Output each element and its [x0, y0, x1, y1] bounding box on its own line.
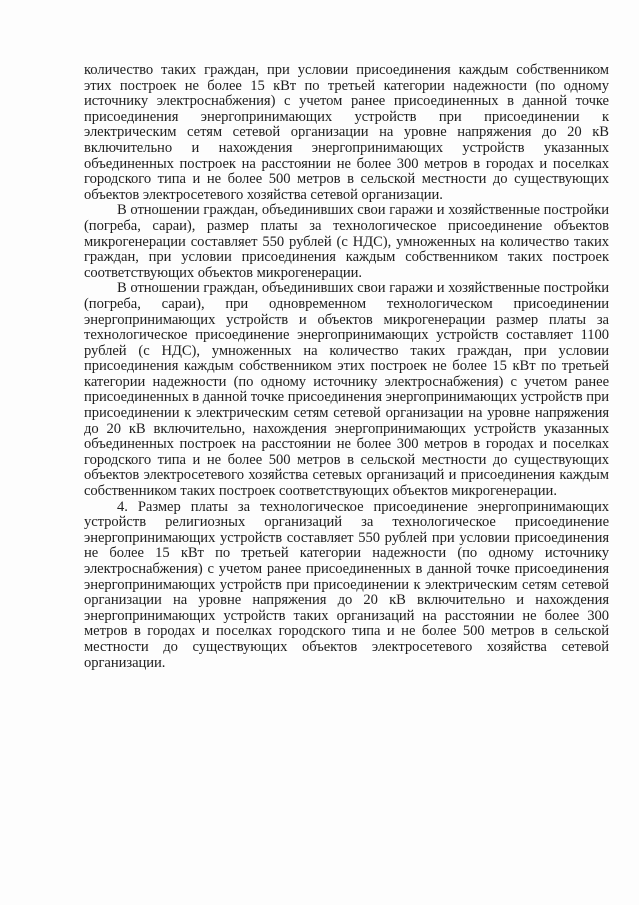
document-body — [84, 63, 609, 671]
paragraph-garages-microgeneration: В отношении граждан, объединивших свои гаражи и хозяйственные постройки (погреба, сараи), размер платы за технологическое присоединение объектов микрогенерации составляет 550 рублей (с НДС), умноженных на количество таких граждан, при условии присоединения каждым собственником таких построек соответствующих объектов микрогенерации. — [84, 202, 609, 281]
paragraph-garages-simultaneous: В отношении граждан, объединивших свои гаражи и хозяйственные постройки (погреба, сараи), при одновременном технологическом присоединении энергопринимающих устройств и объектов микрогенерации размер платы за технологическое присоединение энергопринимающих устройств составляет 1100 рублей (с НДС), умноженных на количество таких граждан, при условии присоединения каждым собственником этих построек не более 15 кВт по третьей категории надежности (по одному источнику электроснабжения) с учетом ранее присоединенных в данной точке присоединения энергопринимающих устройств при присоединении к электрическим сетям сетевой организации на уровне напряжения до 20 кВ включительно, нахождения энергопринимающих устройств указанных объединенных построек на расстоянии не более 300 метров в городах и поселках городского типа и не более 500 метров в сельской местности до существующих объектов электросетевого хозяйства сетевых организаций и присоединения каждым собственником таких построек соответствующих объектов микрогенерации. — [84, 280, 609, 500]
paragraph-continuation: количество таких граждан, при условии присоединения каждым собственником этих построек не более 15 кВт по третьей категории надежности (по одному источнику электроснабжения) с учетом ранее присоединенных в данной точке присоединения энергопринимающих устройств при присоединении к электрическим сетям сетевой организации на уровне напряжения до 20 кВ включительно и нахождения энергопринимающих устройств указанных объединенных построек на расстоянии не более 300 метров в городах и поселках городского типа и не более 500 метров в сельской местности до существующих объектов электросетевого хозяйства сетевой организации. — [84, 62, 609, 203]
paragraph-item-4-religious: 4. Размер платы за технологическое присоединение энергопринимающих устройств религиозных организаций за технологическое присоединение энергопринимающих устройств составляет 550 рублей при условии присоединения не более 15 кВт по третьей категории надежности (по одному источнику электроснабжения) с учетом ранее присоединенных в данной точке присоединения энергопринимающих устройств при присоединении к электрическим сетям сетевой организации на уровне напряжения до 20 кВ включительно и нахождения энергопринимающих устройств таких организаций на расстоянии не более 300 метров в городах и поселках городского типа и не более 500 метров в сельской местности до существующих объектов электросетевого хозяйства сетевой организации. — [84, 498, 609, 671]
